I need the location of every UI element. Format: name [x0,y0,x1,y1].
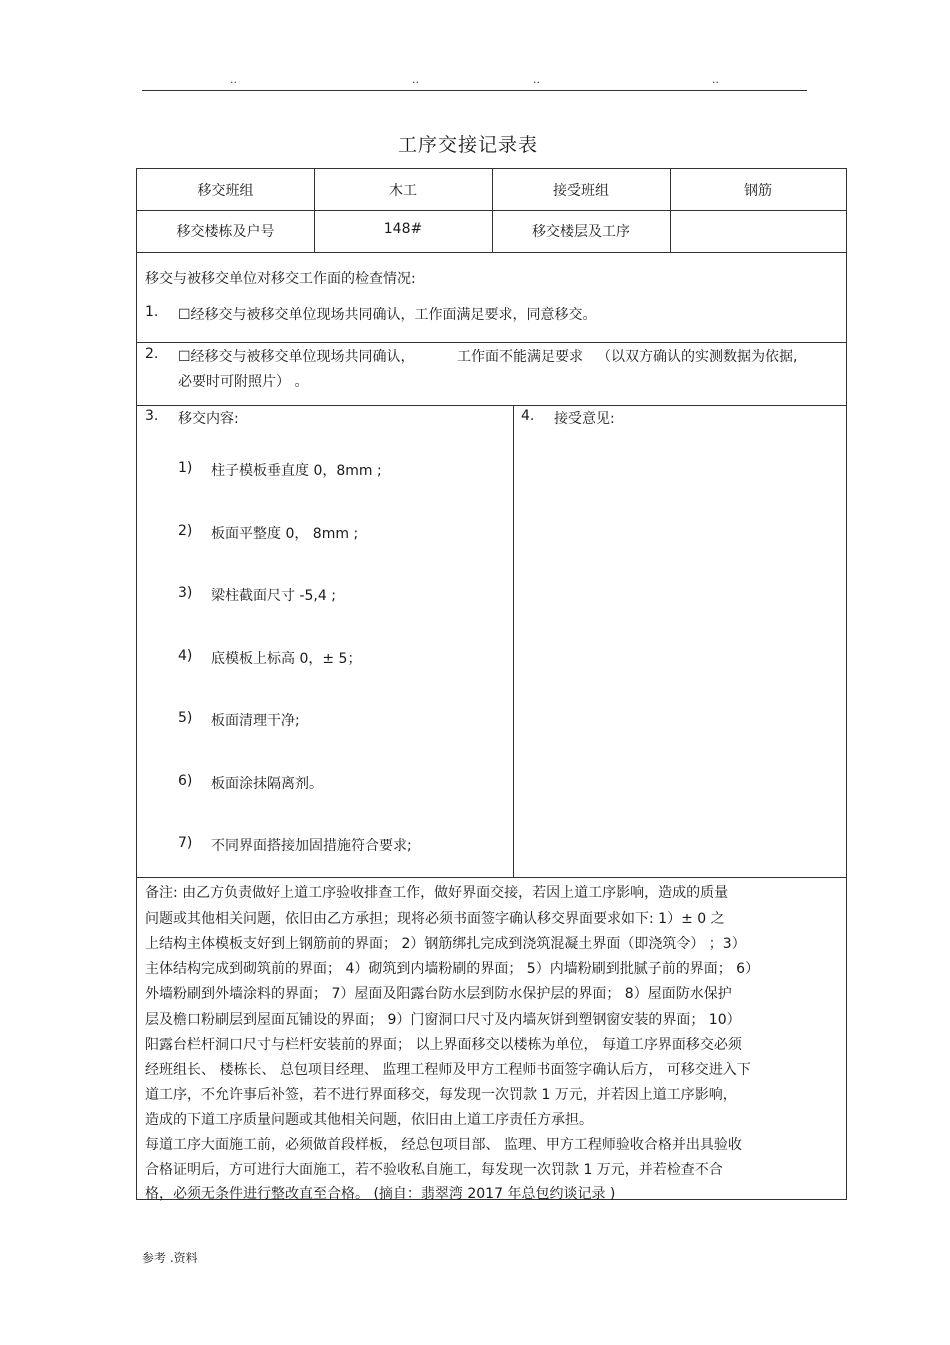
inspection-heading: 移交与被移交单位对移交工作面的检查情况: [145,271,416,287]
transfer-team-label: 移交班组 [197,183,254,199]
inspection-option-satisfied: ☐经移交与被移交单位现场共同确认，工作面满足要求，同意移交。 [178,307,597,323]
opinion-heading: 接受意见: [554,411,615,427]
col-divider [513,405,514,877]
notes-line: 阳露台栏杆洞口尺寸与栏杆安装前的界面； 以上界面移交以楼栋为单位， 每道工序界面移交必须 [145,1037,742,1053]
content-item-number: 6) [178,773,193,789]
header-dot: .. [230,73,237,86]
notes-line: 合格证明后，方可进行大面施工，若不验收私自施工，每发现一次罚款 1 万元，并若检查不合 [145,1162,723,1178]
header-dot: .. [412,73,419,86]
notes-line: 造成的下道工序质量问题或其他相关问题，依旧由上道工序责任方承担。 [145,1112,593,1128]
row-divider [137,405,846,406]
content-item-number: 3) [178,585,193,601]
notes-line: 上结构主体模板支好到上钢筋前的界面； 2）钢筋绑扎完成到浇筑混凝土界面（即浇筑令） ；3） [145,936,746,952]
inspection-option-unsatisfied-d: 必要时可附照片） 。 [178,374,309,390]
notes-line: 外墙粉刷到外墙涂料的界面； 7）屋面及阳露台防水层到防水保护层的界面； 8）屋面防水保护 [145,986,732,1002]
building-unit-label: 移交楼栋及户号 [176,224,275,240]
content-heading: 移交内容: [178,411,239,427]
notes-line: 问题或其他相关问题，依旧由乙方承担；现将必须书面签字确认移交界面要求如下: 1）± 0 之 [145,911,725,927]
row-divider [137,252,846,253]
content-item-number: 5) [178,710,193,726]
row-divider [137,342,846,343]
content-item-number: 2) [178,523,193,539]
inspection-option-unsatisfied-b: 工作面不能满足要求 [457,349,583,365]
transfer-team-value: 木工 [389,183,417,199]
content-item-number: 7) [178,835,193,851]
header-dot: .. [533,73,540,86]
content-number: 3. [145,408,159,424]
notes-line: 备注: 由乙方负责做好上道工序验收排查工作，做好界面交接，若因上道工序影响，造成的质量 [145,885,729,901]
footer-text: 参考 .资料 [142,1251,198,1265]
header-dot: .. [712,73,719,86]
content-item-number: 4) [178,648,193,664]
notes-line: 经班组长、 楼栋长、 总包项目经理、 监理工程师及甲方工程师书面签字确认后方， 可移交进入下 [145,1062,751,1078]
building-unit-value: 148# [383,221,423,237]
content-item: 底模板上标高 0，± 5； [211,651,362,667]
page-title: 工序交接记录表 [397,134,538,156]
notes-line: 每道工序大面施工前，必须做首段样板， 经总包项目部、 监理、甲方工程师验收合格并出具验收 [145,1137,742,1153]
notes-line: 层及檐口粉刷层到屋面瓦铺设的界面； 9）门窗洞口尺寸及内墙灰饼到塑钢窗安装的界面； 10） [145,1012,741,1028]
floor-process-label: 移交楼层及工序 [532,224,630,240]
notes-line: 格，必须无条件进行整改直至合格。 (摘自：翡翠湾 2017 年总包约谈记录 ) [145,1186,616,1202]
row-divider [137,877,846,878]
receive-team-value: 钢筋 [744,183,772,199]
content-item: 板面清理干净; [211,713,300,729]
handover-form [136,168,847,1200]
header-rule [142,90,807,91]
opinion-number: 4. [521,408,535,424]
content-item: 板面涂抹隔离剂。 [211,776,323,792]
notes-line: 道工序，不允许事后补签，若不进行界面移交，每发现一次罚款 1 万元，并若因上道工序影响， [145,1087,737,1103]
content-item-number: 1) [178,460,193,476]
inspection-option-unsatisfied: ☐经移交与被移交单位现场共同确认， [178,349,415,365]
content-item: 梁柱截面尺寸 -5,4 ; [211,588,336,604]
content-item: 板面平整度 0， 8mm ; [211,526,359,542]
inspection-item-number: 2. [145,346,159,362]
inspection-item-number: 1. [145,304,159,320]
inspection-option-unsatisfied-c: （以双方确认的实测数据为依据, [597,349,798,365]
content-item: 不同界面搭接加固措施符合要求; [211,838,412,854]
notes-line: 主体结构完成到砌筑前的界面； 4）砌筑到内墙粉刷的界面； 5）内墙粉刷到批腻子前的界面； 6） [145,961,760,977]
content-item: 柱子模板垂直度 0，8mm ; [211,463,382,479]
receive-team-label: 接受班组 [553,183,609,199]
